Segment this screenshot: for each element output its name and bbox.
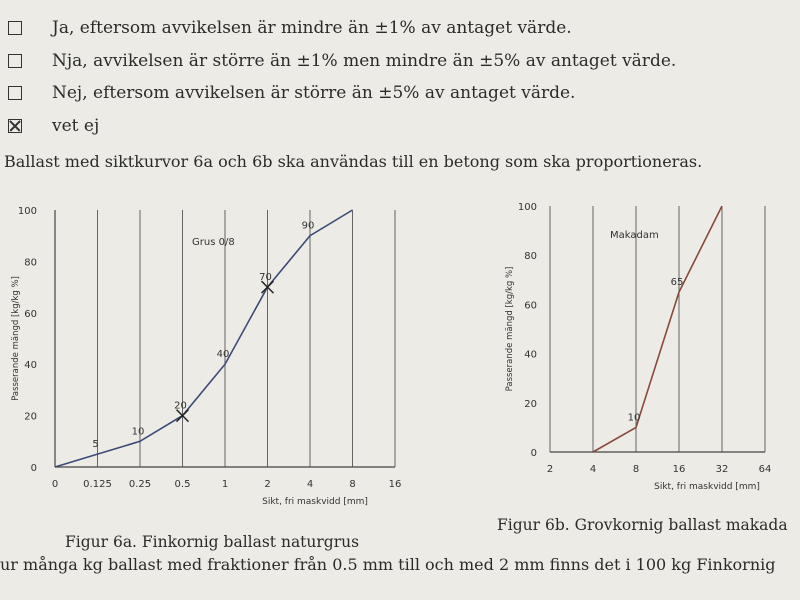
x-tick-label: 64 <box>758 464 772 475</box>
x-axis-label: Sikt, fri maskvidd [mm] <box>262 497 368 507</box>
y-axis-label: Passerande mängd [kg/kg %] <box>11 276 21 401</box>
y-tick-label: 0 <box>530 448 537 459</box>
data-label: 40 <box>216 349 230 361</box>
y-tick-label: 60 <box>24 308 37 320</box>
x-tick-label: 4 <box>306 479 314 490</box>
y-tick-label: 40 <box>24 360 37 372</box>
option-ja[interactable] <box>8 18 572 38</box>
chart-6b <box>490 195 800 505</box>
data-label: 10 <box>131 426 145 438</box>
x-tick-label: 0.5 <box>174 479 191 490</box>
option-vet-ej[interactable] <box>8 116 99 136</box>
y-tick-label: 80 <box>524 251 537 263</box>
option-nej[interactable] <box>8 83 575 103</box>
y-tick-label: 40 <box>524 349 537 361</box>
data-label: 70 <box>259 272 272 284</box>
x-tick-label: 0 <box>51 479 59 490</box>
series-line <box>593 206 722 452</box>
x-tick-label: 2 <box>264 479 271 490</box>
x-tick-label: 16 <box>388 479 402 490</box>
checked-checkbox-icon[interactable] <box>8 119 22 133</box>
x-tick-label: 2 <box>546 464 554 475</box>
y-tick-label: 80 <box>24 257 37 269</box>
x-tick-label: 0.125 <box>83 479 112 490</box>
chart-title: Grus 0/8 <box>192 237 235 248</box>
series-line <box>55 210 353 467</box>
y-axis-label: Passerande mängd [kg/kg %] <box>505 266 515 392</box>
y-tick-label: 0 <box>30 463 37 474</box>
x-tick-label: 0.25 <box>128 479 152 490</box>
data-label: 5 <box>92 439 99 451</box>
data-label: 65 <box>670 277 684 289</box>
checkbox-icon[interactable] <box>8 86 22 100</box>
chart-title: Makadam <box>610 230 659 241</box>
caption-6b: Figur 6b. Grovkornig ballast makada <box>497 516 788 534</box>
question-text: ur många kg ballast med fraktioner från 0.5 mm till och med 2 mm finns det i 100 kg Finkornig <box>0 555 776 574</box>
option-label: Nej, eftersom avvikelsen är större än ±5% av antaget värde. <box>52 83 576 103</box>
x-tick-label: 8 <box>632 464 640 475</box>
y-tick-label: 20 <box>24 411 37 423</box>
x-tick-label: 1 <box>221 479 229 490</box>
x-tick-label: 16 <box>672 464 686 475</box>
option-nja[interactable] <box>8 51 676 71</box>
chart-6a <box>0 195 420 515</box>
y-tick-label: 20 <box>524 398 537 410</box>
y-tick-label: 100 <box>17 206 37 217</box>
checkbox-icon[interactable] <box>8 54 22 68</box>
x-tick-label: 4 <box>589 464 597 475</box>
checkbox-icon[interactable] <box>8 21 22 35</box>
option-label: Ja, eftersom avvikelsen är mindre än ±1% av antaget värde. <box>52 18 572 38</box>
y-tick-label: 60 <box>524 300 537 312</box>
x-axis-label: Sikt, fri maskvidd [mm] <box>654 482 760 492</box>
data-label: 90 <box>301 220 315 232</box>
data-label: 20 <box>174 400 187 412</box>
x-tick-label: 8 <box>349 479 356 490</box>
option-label: vet ej <box>52 116 100 136</box>
intro-text: Ballast med siktkurvor 6a och 6b ska användas till en betong som ska proportioneras. <box>4 152 703 171</box>
data-label: 10 <box>627 412 641 424</box>
caption-6a: Figur 6a. Finkornig ballast naturgrus <box>65 533 360 551</box>
x-tick-label: 32 <box>715 464 729 475</box>
y-tick-label: 100 <box>517 202 537 213</box>
option-label: Nja, avvikelsen är större än ±1% men mindre än ±5% av antaget värde. <box>52 51 677 71</box>
